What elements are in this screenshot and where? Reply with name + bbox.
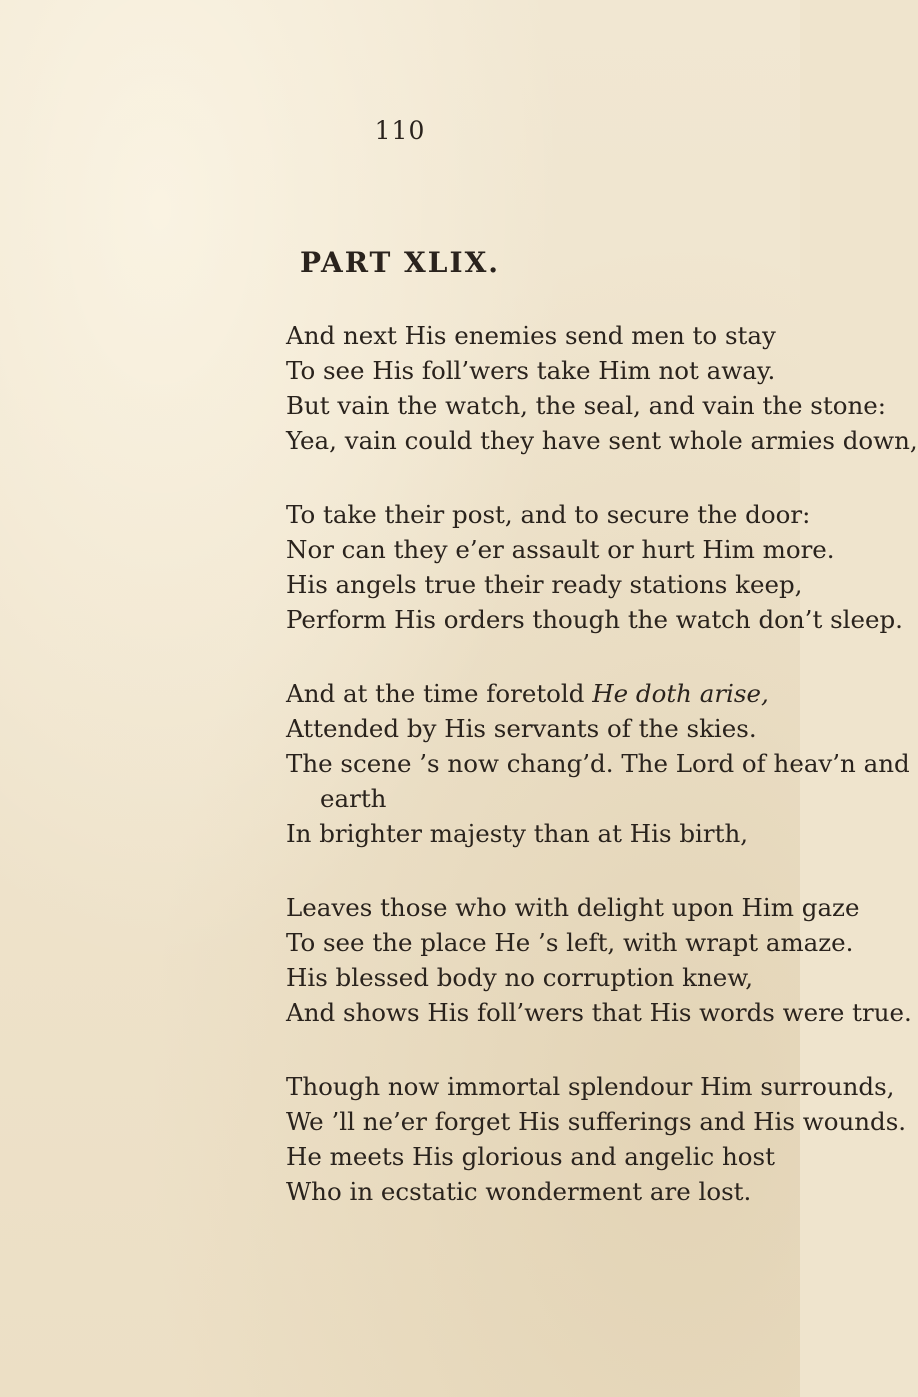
- page-number: 110: [374, 116, 426, 145]
- stanza-4: [286, 890, 912, 1030]
- poem-line: But vain the watch, the seal, and vain the stone:: [286, 391, 886, 420]
- poem-line-text: And at the time foretold: [286, 679, 593, 708]
- stanza-1: [286, 318, 918, 458]
- poem-line: His angels true their ready stations keep,: [286, 570, 803, 599]
- poem-body: [286, 318, 918, 1248]
- poem-line: The scene ’s now chang’d. The Lord of heav’n and: [286, 749, 910, 778]
- poem-line: To see His foll’wers take Him not away.: [286, 356, 776, 385]
- poem-line: To see the place He ’s left, with wrapt amaze.: [286, 928, 854, 957]
- poem-line: In brighter majesty than at His birth,: [286, 819, 749, 848]
- stanza-3: [286, 676, 910, 851]
- poem-line: Leaves those who with delight upon Him gaze: [286, 893, 860, 922]
- part-heading: PART XLIX.: [299, 246, 501, 279]
- poem-line: Yea, vain could they have sent whole armies down,: [286, 426, 918, 455]
- poem-line-italic: He doth arise,: [592, 679, 769, 708]
- poem-line: To take their post, and to secure the door:: [286, 500, 811, 529]
- poem-line: And shows His foll’wers that His words were true.: [286, 998, 912, 1027]
- poem-line: [286, 676, 796, 711]
- poem-line: Nor can they e’er assault or hurt Him more.: [286, 535, 835, 564]
- stanza-2: [286, 497, 903, 637]
- poem-line: His blessed body no corruption knew,: [286, 963, 754, 992]
- stanza-5: [286, 1069, 907, 1209]
- poem-line: Though now immortal splendour Him surrounds,: [286, 1072, 895, 1101]
- poem-line: And next His enemies send men to stay: [286, 321, 776, 350]
- poem-line-continuation: earth: [320, 784, 387, 813]
- poem-line: He meets His glorious and angelic host: [286, 1142, 775, 1171]
- poem-line: Attended by His servants of the skies.: [286, 714, 757, 743]
- poem-line: Who in ecstatic wonderment are lost.: [286, 1177, 752, 1206]
- poem-line: Perform His orders though the watch don’t sleep.: [286, 605, 903, 634]
- poem-line: We ’ll ne’er forget His sufferings and His wounds.: [286, 1107, 907, 1136]
